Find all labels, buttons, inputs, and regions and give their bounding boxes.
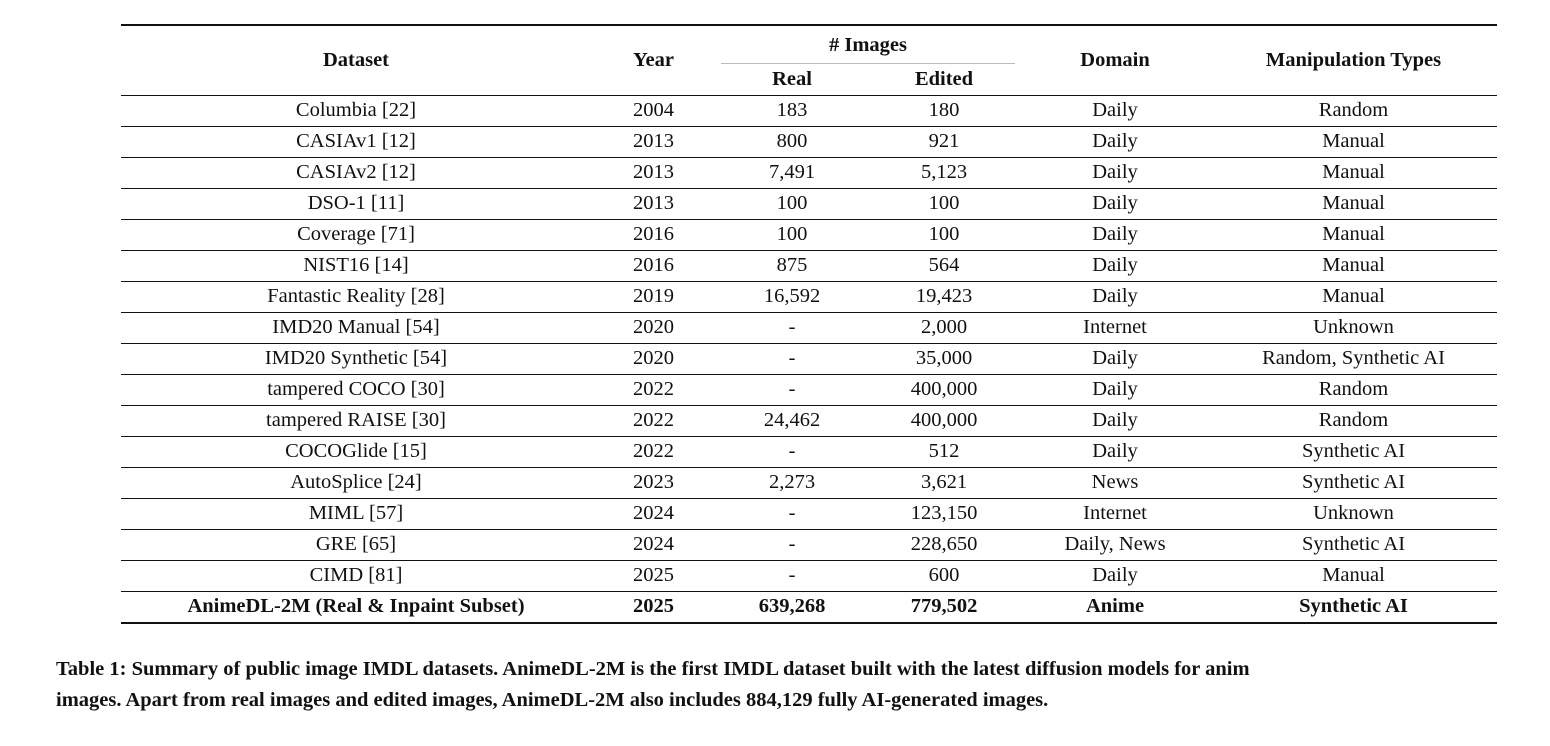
cell-real: - — [716, 374, 868, 405]
cell-manipulation: Manual — [1210, 126, 1497, 157]
cell-edited: 180 — [868, 95, 1020, 126]
header-real: Real — [716, 64, 868, 95]
cell-dataset: AnimeDL-2M (Real & Inpaint Subset) — [187, 595, 525, 617]
cell-real: 24,462 — [716, 405, 868, 436]
cell-year: 2013 — [591, 126, 716, 157]
table-row — [121, 560, 1497, 591]
table-row — [121, 374, 1497, 405]
cell-edited: 564 — [868, 250, 1020, 281]
cell-real: 639,268 — [758, 595, 826, 617]
cell-domain: Daily — [1020, 250, 1210, 281]
table-row — [121, 529, 1497, 560]
cell-domain: Daily — [1020, 374, 1210, 405]
cell-real: 16,592 — [716, 281, 868, 312]
cell-manipulation: Manual — [1210, 219, 1497, 250]
cell-domain: Daily — [1020, 95, 1210, 126]
header-year: Year — [591, 25, 716, 95]
cell-dataset: DSO-1 [11] — [121, 188, 591, 219]
cell-edited: 512 — [868, 436, 1020, 467]
cell-dataset: COCOGlide [15] — [121, 436, 591, 467]
header-edited: Edited — [868, 64, 1020, 95]
cell-dataset: CASIAv1 [12] — [121, 126, 591, 157]
cell-year: 2020 — [591, 312, 716, 343]
table-row — [121, 343, 1497, 374]
cell-real: 100 — [716, 188, 868, 219]
cell-year: 2024 — [591, 529, 716, 560]
cell-dataset: NIST16 [14] — [121, 250, 591, 281]
cell-dataset: Fantastic Reality [28] — [121, 281, 591, 312]
cell-real: - — [716, 343, 868, 374]
cell-edited: 19,423 — [868, 281, 1020, 312]
table-row — [121, 219, 1497, 250]
table-row — [121, 126, 1497, 157]
dataset-table-container — [121, 24, 1497, 624]
cell-manipulation: Synthetic AI — [1210, 467, 1497, 498]
table-body — [121, 95, 1497, 623]
cell-manipulation: Manual — [1210, 281, 1497, 312]
cell-manipulation: Manual — [1210, 250, 1497, 281]
cell-edited: 5,123 — [868, 157, 1020, 188]
table-row — [121, 281, 1497, 312]
cell-real: 183 — [716, 95, 868, 126]
cell-domain: Anime — [1085, 595, 1145, 617]
cell-manipulation: Synthetic AI — [1210, 529, 1497, 560]
cell-domain: News — [1020, 467, 1210, 498]
cell-manipulation: Unknown — [1210, 498, 1497, 529]
cell-domain: Daily — [1020, 343, 1210, 374]
cell-year: 2023 — [591, 467, 716, 498]
cell-real: 2,273 — [716, 467, 868, 498]
cell-year: 2022 — [591, 374, 716, 405]
cell-dataset: tampered COCO [30] — [121, 374, 591, 405]
cell-dataset: CIMD [81] — [121, 560, 591, 591]
cell-real: 875 — [716, 250, 868, 281]
cell-manipulation: Synthetic AI — [1210, 436, 1497, 467]
cell-domain: Daily — [1020, 405, 1210, 436]
cell-year: 2004 — [591, 95, 716, 126]
cell-domain: Daily — [1020, 157, 1210, 188]
cell-year: 2019 — [591, 281, 716, 312]
cell-real: - — [716, 529, 868, 560]
cell-real: 100 — [716, 219, 868, 250]
cell-manipulation: Manual — [1210, 560, 1497, 591]
cell-year: 2025 — [591, 560, 716, 591]
cell-edited: 400,000 — [868, 405, 1020, 436]
cell-dataset: Coverage [71] — [121, 219, 591, 250]
cell-dataset: Columbia [22] — [121, 95, 591, 126]
cell-dataset: AutoSplice [24] — [121, 467, 591, 498]
cell-dataset: IMD20 Manual [54] — [121, 312, 591, 343]
table-row — [121, 95, 1497, 126]
cell-edited: 228,650 — [868, 529, 1020, 560]
table-header — [121, 25, 1497, 95]
table-row-total — [121, 591, 1497, 623]
cell-real: - — [716, 560, 868, 591]
cell-manipulation: Random — [1210, 95, 1497, 126]
cell-domain: Internet — [1020, 498, 1210, 529]
cell-year: 2025 — [633, 595, 674, 617]
cell-real: 800 — [716, 126, 868, 157]
cell-domain: Daily — [1020, 188, 1210, 219]
cell-dataset: GRE [65] — [121, 529, 591, 560]
cell-manipulation: Random — [1210, 374, 1497, 405]
cell-dataset: MIML [57] — [121, 498, 591, 529]
cell-dataset: IMD20 Synthetic [54] — [121, 343, 591, 374]
cell-domain: Daily — [1020, 281, 1210, 312]
cell-year: 2024 — [591, 498, 716, 529]
header-images-group — [716, 25, 1020, 64]
table-row — [121, 467, 1497, 498]
table-row — [121, 312, 1497, 343]
cell-edited: 2,000 — [868, 312, 1020, 343]
cell-manipulation: Random, Synthetic AI — [1210, 343, 1497, 374]
cell-manipulation: Unknown — [1210, 312, 1497, 343]
cell-domain: Daily — [1020, 436, 1210, 467]
cell-real: - — [716, 498, 868, 529]
cell-year: 2013 — [591, 188, 716, 219]
table-row — [121, 405, 1497, 436]
cell-edited: 600 — [868, 560, 1020, 591]
header-group-rule — [721, 63, 1015, 64]
caption-line-1: Table 1: Summary of public image IMDL datasets. AnimeDL-2M is the first IMDL dataset built with the latest diffusion models for anim — [56, 658, 1250, 680]
header-images-label: # Images — [829, 33, 908, 56]
cell-manipulation: Manual — [1210, 188, 1497, 219]
cell-year: 2022 — [591, 436, 716, 467]
cell-year: 2022 — [591, 405, 716, 436]
table-row — [121, 436, 1497, 467]
cell-real: - — [716, 436, 868, 467]
cell-year: 2020 — [591, 343, 716, 374]
cell-edited: 35,000 — [868, 343, 1020, 374]
cell-real: 7,491 — [716, 157, 868, 188]
cell-edited: 100 — [868, 188, 1020, 219]
cell-manipulation: Synthetic AI — [1299, 595, 1408, 617]
header-manipulation-types: Manipulation Types — [1210, 25, 1497, 95]
cell-dataset: CASIAv2 [12] — [121, 157, 591, 188]
cell-edited: 921 — [868, 126, 1020, 157]
table-caption — [56, 654, 1550, 716]
cell-year: 2013 — [591, 157, 716, 188]
cell-manipulation: Random — [1210, 405, 1497, 436]
header-domain: Domain — [1020, 25, 1210, 95]
table-row — [121, 250, 1497, 281]
cell-real: - — [716, 312, 868, 343]
cell-edited: 779,502 — [910, 595, 978, 617]
caption-line-2: images. Apart from real images and edited images, AnimeDL-2M also includes 884,129 fully AI-generated images. — [56, 689, 1049, 711]
header-dataset: Dataset — [121, 25, 591, 95]
cell-year: 2016 — [591, 219, 716, 250]
cell-domain: Internet — [1020, 312, 1210, 343]
cell-year: 2016 — [591, 250, 716, 281]
cell-domain: Daily — [1020, 126, 1210, 157]
cell-manipulation: Manual — [1210, 157, 1497, 188]
cell-domain: Daily, News — [1020, 529, 1210, 560]
cell-edited: 400,000 — [868, 374, 1020, 405]
cell-edited: 3,621 — [868, 467, 1020, 498]
dataset-summary-table — [121, 24, 1497, 624]
table-row — [121, 188, 1497, 219]
header-row-top — [121, 25, 1497, 64]
cell-domain: Daily — [1020, 560, 1210, 591]
cell-domain: Daily — [1020, 219, 1210, 250]
cell-edited: 123,150 — [868, 498, 1020, 529]
table-row — [121, 498, 1497, 529]
cell-edited: 100 — [868, 219, 1020, 250]
cell-dataset: tampered RAISE [30] — [121, 405, 591, 436]
table-row — [121, 157, 1497, 188]
